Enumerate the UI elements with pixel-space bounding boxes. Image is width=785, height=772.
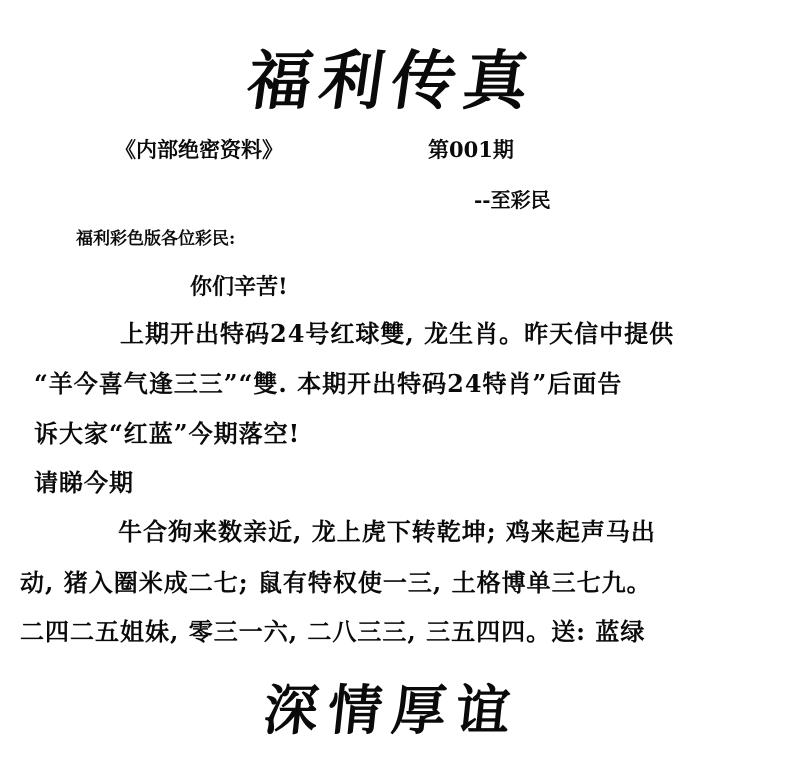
body-line-2: “羊今喜气逢三三”“雙. 本期开出特码24特肖”后面告 <box>34 369 623 398</box>
issue-number: 第001期 <box>428 137 514 162</box>
document-title: 福利传真 <box>242 44 541 119</box>
confidential-label: 《内部绝密资料》 <box>115 137 283 162</box>
salutation: 福利彩色版各位彩民: <box>76 229 236 249</box>
signature-line: --至彩民 <box>474 188 551 212</box>
body-line-4: 请睇今期 <box>34 468 134 497</box>
closing-phrase: 深情厚谊 <box>260 678 524 742</box>
body-line-1: 上期开出特码24号红球雙, 龙生肖。昨天信中提供 <box>120 319 675 348</box>
body-line-3: 诉大家“红蓝”今期落空! <box>34 419 301 448</box>
body-line-5: 牛合狗来数亲近, 龙上虎下转乾坤; 鸡来起声马出 <box>118 517 656 546</box>
greeting: 你们辛苦! <box>190 274 288 300</box>
body-line-7: 二四二五姐妹, 零三一六, 二八三三, 三五四四。送: 蓝绿 <box>20 617 646 646</box>
body-line-6: 动, 猪入圈米成二七; 鼠有特权使一三, 土格博单三七九。 <box>20 568 652 597</box>
